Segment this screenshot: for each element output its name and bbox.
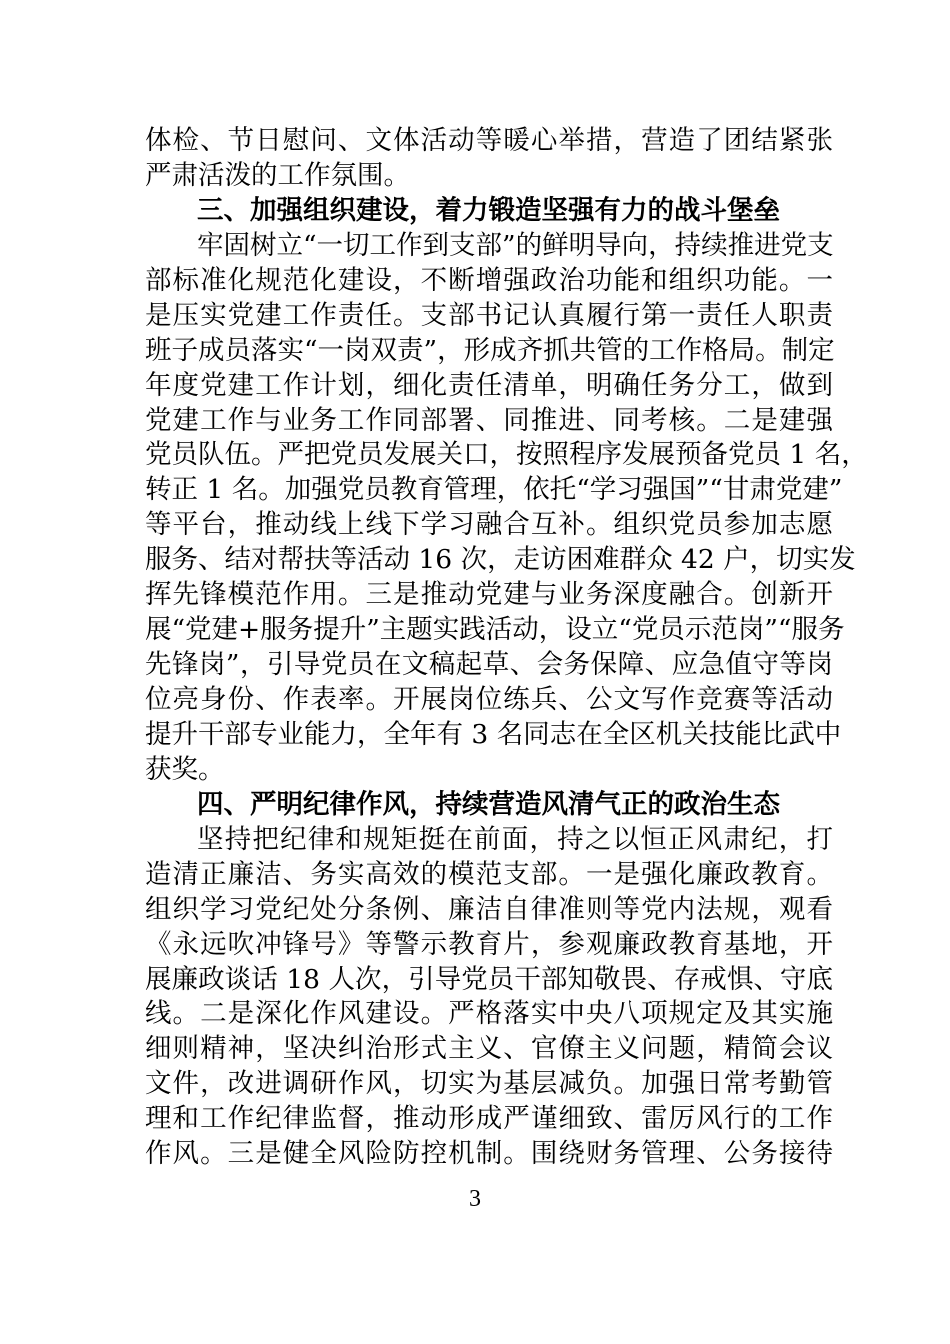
text-line: 组织学习党纪处分条例、廉洁自律准则等党内法规，观看 [145,893,833,925]
text-line: 展廉政谈话 18 人次，引导党员干部知敬畏、存戒惧、守底 [145,963,833,995]
text-line: 《永远吹冲锋号》等警示教育片，参观廉政教育基地，开 [145,928,833,960]
text-line: 获奖。 [145,753,225,785]
text-line: 班子成员落实“一岗双责”，形成齐抓共管的工作格局。制定 [145,334,835,366]
text-line: 体检、节日慰问、文体活动等暖心举措，营造了团结紧张 [145,125,833,156]
text-line: 服务、结对帮扶等活动 16 次，走访困难群众 42 户，切实发 [145,544,856,576]
text-line: 理和工作纪律监督，推动形成严谨细致、雷厉风行的工作 [145,1103,833,1135]
section-heading: 四、严明纪律作风，持续营造风清气正的政治生态 [197,788,780,820]
text-line: 牢固树立“一切工作到支部”的鲜明导向，持续推进党支 [197,229,834,261]
text-line: 部标准化规范化建设，不断增强政治功能和组织功能。一 [145,264,833,296]
text-line: 年度党建工作计划，细化责任清单，明确任务分工，做到 [145,369,833,401]
document-body [145,124,868,1172]
text-line: 先锋岗”，引导党员在文稿起草、会务保障、应急值守等岗 [145,649,833,681]
text-line: 文件，改进调研作风，切实为基层减负。加强日常考勤管 [145,1068,833,1100]
text-line: 展“党建+服务提升”主题实践活动，设立“党员示范岗”“服务 [145,614,845,646]
text-line: 提升干部专业能力，全年有 3 名同志在全区机关技能比武中 [145,718,842,750]
text-line: 严肃活泼的工作氛围。 [145,159,410,191]
text-line: 细则精神，坚决纠治形式主义、官僚主义问题，精简会议 [145,1033,833,1065]
text-line: 位亮身份、作表率。开展岗位练兵、公文写作竞赛等活动 [145,684,833,715]
section-heading: 三、加强组织建设，着力锻造坚强有力的战斗堡垒 [197,194,780,226]
text-line: 线。二是深化作风建设。严格落实中央八项规定及其实施 [145,998,833,1030]
text-line: 是压实党建工作责任。支部书记认真履行第一责任人职责 [145,299,833,331]
text-line: 党员队伍。严把党员发展关口，按照程序发展预备党员 1 名， [145,439,868,471]
text-line: 挥先锋模范作用。三是推动党建与业务深度融合。创新开 [145,579,833,611]
text-line: 转正 1 名。加强党员教育管理，依托“学习强国”“甘肃党建” [145,474,843,506]
text-line: 坚持把纪律和规矩挺在前面，持之以恒正风肃纪，打 [197,823,833,855]
text-line: 造清正廉洁、务实高效的模范支部。一是强化廉政教育。 [145,858,833,890]
page-number: 3 [469,1186,481,1212]
text-line: 党建工作与业务工作同部署、同推进、同考核。二是建强 [145,404,833,436]
text-line: 作风。三是健全风险防控机制。围绕财务管理、公务接待 [145,1138,833,1170]
text-line: 等平台，推动线上线下学习融合互补。组织党员参加志愿 [145,509,833,541]
